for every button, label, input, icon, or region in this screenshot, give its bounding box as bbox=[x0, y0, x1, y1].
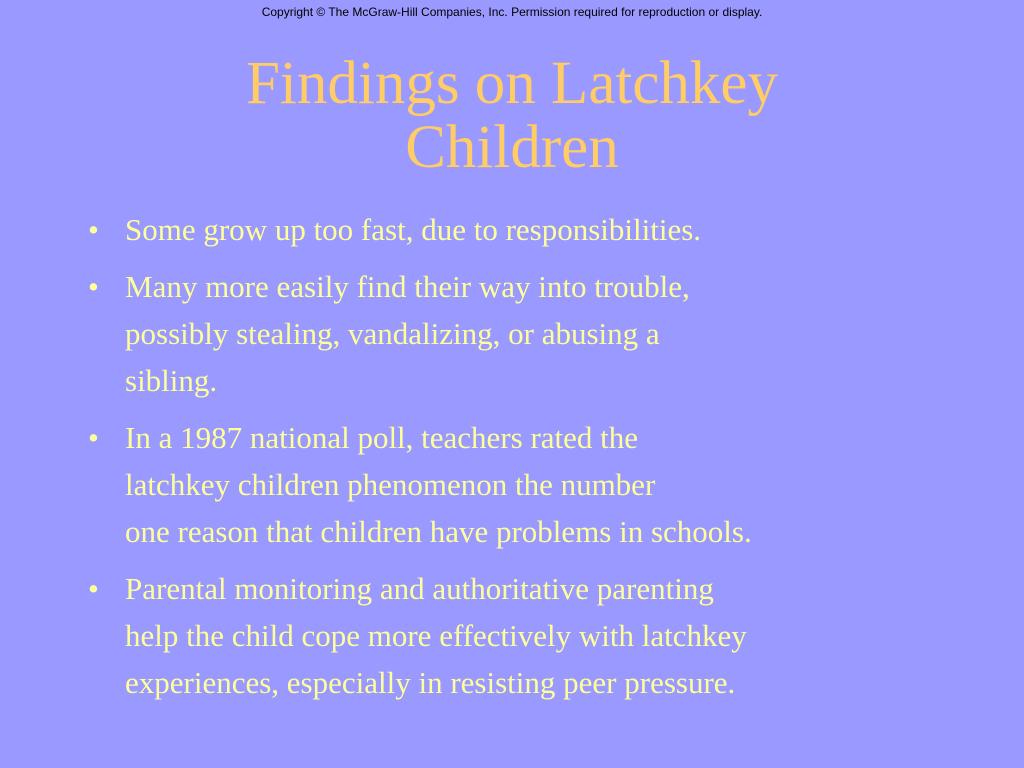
bullet-item bbox=[88, 565, 988, 706]
bullet-line: experiences, especially in resisting peer pressure. bbox=[125, 665, 736, 700]
copyright-notice: Copyright © The McGraw-Hill Companies, Inc. Permission required for reproduction or display. bbox=[261, 5, 763, 19]
bullet-line: Many more easily find their way into trouble, bbox=[125, 269, 690, 304]
bullet-line: sibling. bbox=[125, 363, 218, 398]
slide-title bbox=[0, 52, 1024, 180]
bullet-line: latchkey children phenomenon the number bbox=[125, 467, 656, 502]
bullet-line: one reason that children have problems in schools. bbox=[125, 514, 752, 549]
bullet-text bbox=[125, 263, 988, 404]
bullet-item bbox=[88, 414, 988, 555]
bullet-line: help the child cope more effectively with latchkey bbox=[125, 618, 747, 653]
slide-title-line-2: Children bbox=[405, 114, 619, 181]
bullet-line: Some grow up too fast, due to responsibilities. bbox=[125, 212, 702, 247]
bullet-text bbox=[125, 565, 988, 706]
bullet-line: Parental monitoring and authoritative parenting bbox=[125, 571, 714, 606]
bullet-marker: • bbox=[88, 571, 99, 606]
bullet-line: possibly stealing, vandalizing, or abusing a bbox=[125, 316, 660, 351]
bullet-line: In a 1987 national poll, teachers rated the bbox=[125, 420, 639, 455]
bullet-list bbox=[88, 206, 988, 716]
bullet-marker: • bbox=[88, 420, 99, 455]
slide-title-line-1: Findings on Latchkey bbox=[246, 50, 778, 117]
bullet-marker: • bbox=[88, 212, 99, 247]
bullet-text bbox=[125, 206, 988, 253]
bullet-item bbox=[88, 263, 988, 404]
bullet-marker: • bbox=[88, 269, 99, 304]
bullet-item bbox=[88, 206, 988, 253]
bullet-text bbox=[125, 414, 988, 555]
